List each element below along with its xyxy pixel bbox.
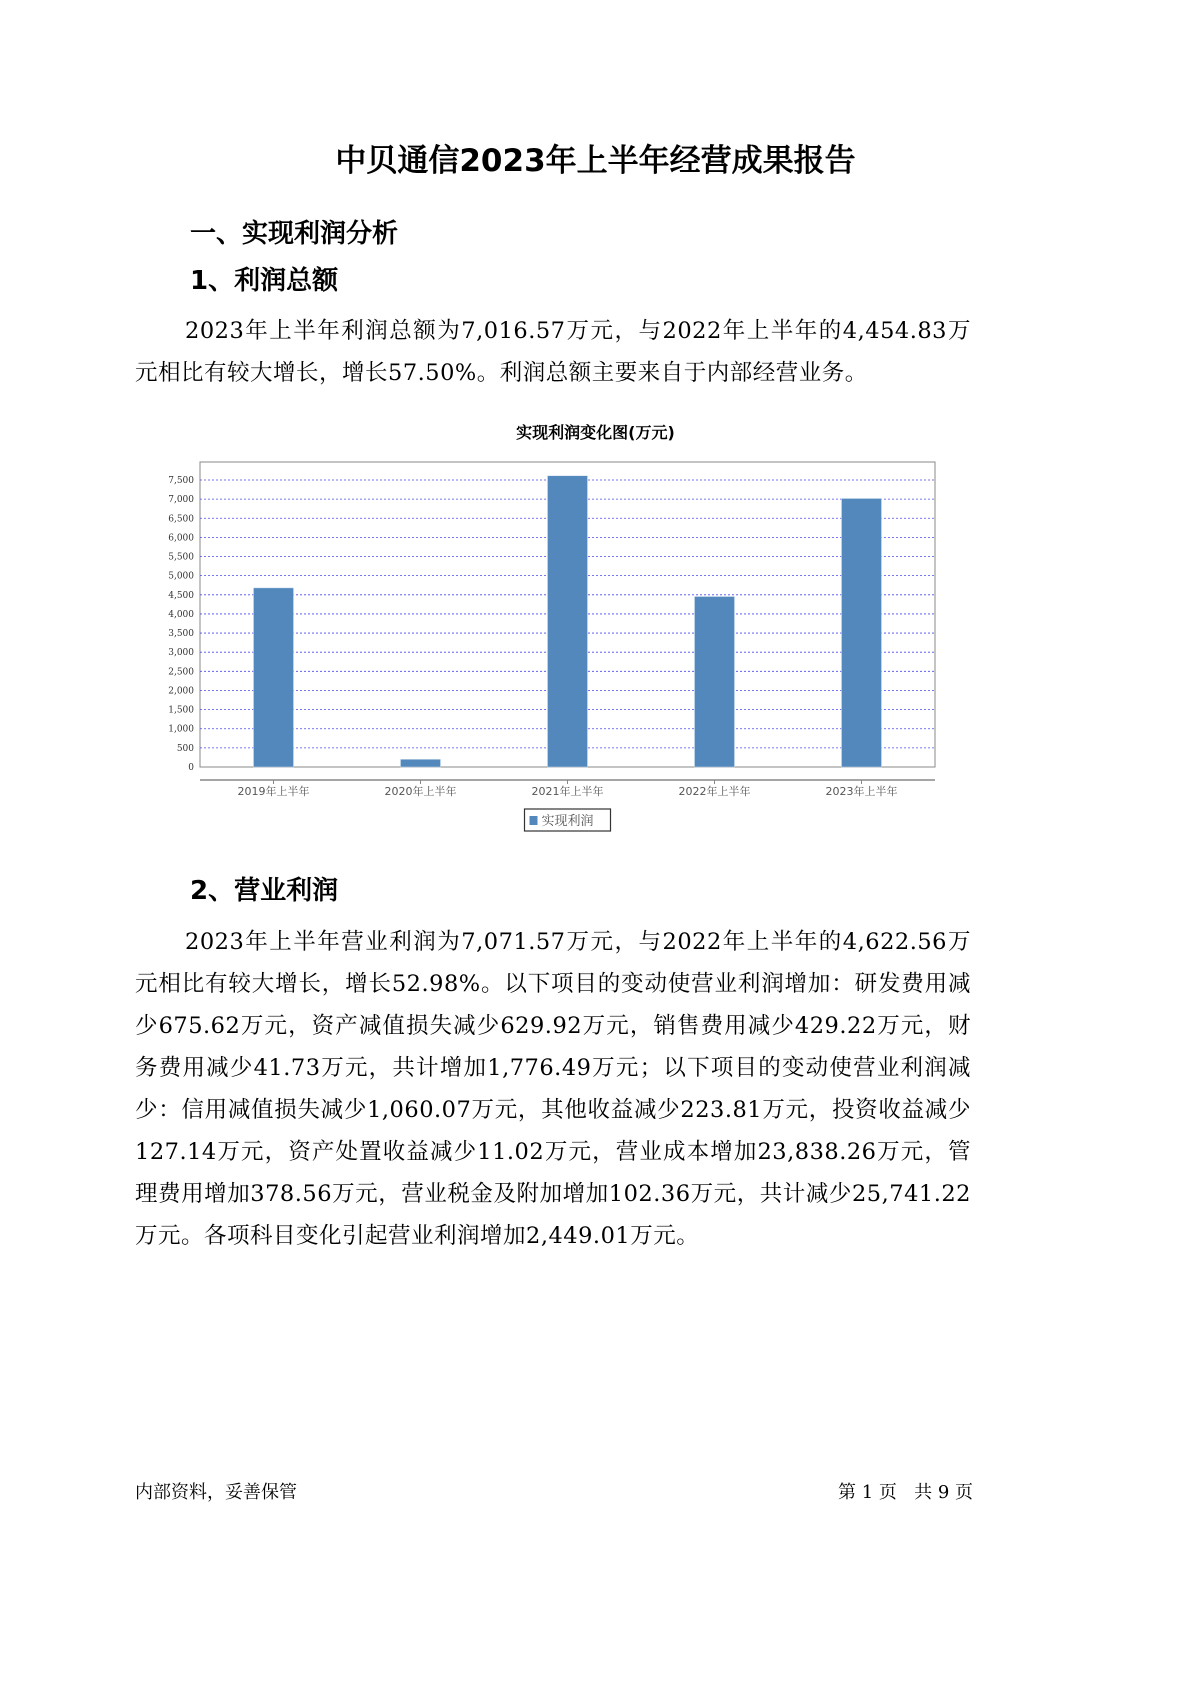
y-tick-label: 3,500: [168, 629, 194, 640]
bar: [401, 759, 441, 767]
y-tick-label: 5,000: [168, 571, 194, 582]
section-heading: 一、实现利润分析: [190, 219, 399, 249]
y-tick-label: 4,000: [168, 609, 194, 620]
y-tick-label: 4,500: [168, 590, 194, 601]
y-tick-label: 6,000: [168, 533, 194, 544]
page-title: 中贝通信2023年上半年经营成果报告: [335, 143, 856, 179]
y-tick-label: 500: [176, 743, 194, 754]
bar: [842, 498, 882, 767]
total-profit-paragraph: 2023年上半年利润总额为7,016.57万元，与2022年上半年的4,454.83万元相比有较大增长，增长57.50%。利润总额主要来自于内部经营业务。: [135, 318, 971, 386]
footer-confidential: 内部资料，妥善保管: [135, 1482, 297, 1503]
x-tick-label: 2022年上半年: [678, 785, 751, 798]
x-tick-label: 2023年上半年: [825, 785, 898, 798]
operating-profit-paragraph: 2023年上半年营业利润为7,071.57万元，与2022年上半年的4,622.56万元相比有较大增长，增长52.98%。以下项目的变动使营业利润增加：研发费用减少675.62万元，资产减值损失减少629.92万元，销售费用减少429.22万元，财务费用减少41.73万元，共计增加1,776.49万元；以下项目的变动使营业利润减少：信用减值损失减少1,060.07万元，其他收益减少223.81万元，投资收益减少127.14万元，资产处置收益减少11.02万元，营业成本增加23,838.26万元，管理费用增加378.56万元，营业税金及附加增加102.36万元，共计减少25,741.22万元。各项科目变化引起营业利润增加2,449.01万元。: [135, 929, 971, 1249]
subsection-heading-total-profit: 1、利润总额: [190, 266, 339, 296]
x-tick-label: 2021年上半年: [531, 785, 604, 798]
bar: [548, 476, 588, 767]
y-tick-label: 2,500: [168, 667, 194, 678]
legend-swatch: [530, 816, 538, 825]
y-tick-label: 3,000: [168, 648, 194, 659]
y-tick-label: 5,500: [168, 552, 194, 563]
x-tick-label: 2020年上半年: [384, 785, 457, 798]
footer-page-number: 第 1 页 共 9 页: [838, 1482, 973, 1503]
y-tick-label: 7,000: [168, 495, 194, 506]
y-tick-label: 1,000: [168, 724, 194, 735]
bar: [254, 588, 294, 767]
y-tick-label: 1,500: [168, 705, 194, 716]
subsection-heading-operating-profit: 2、营业利润: [190, 876, 339, 906]
y-tick-label: 0: [188, 763, 194, 773]
chart-title: 实现利润变化图(万元): [516, 423, 675, 442]
bar: [695, 597, 735, 767]
y-tick-label: 2,000: [168, 686, 194, 697]
y-tick-label: 7,500: [168, 475, 194, 486]
legend-label: 实现利润: [541, 814, 594, 829]
profit-bar-chart: [150, 450, 950, 840]
x-tick-label: 2019年上半年: [237, 785, 310, 798]
y-tick-label: 6,500: [168, 514, 194, 525]
